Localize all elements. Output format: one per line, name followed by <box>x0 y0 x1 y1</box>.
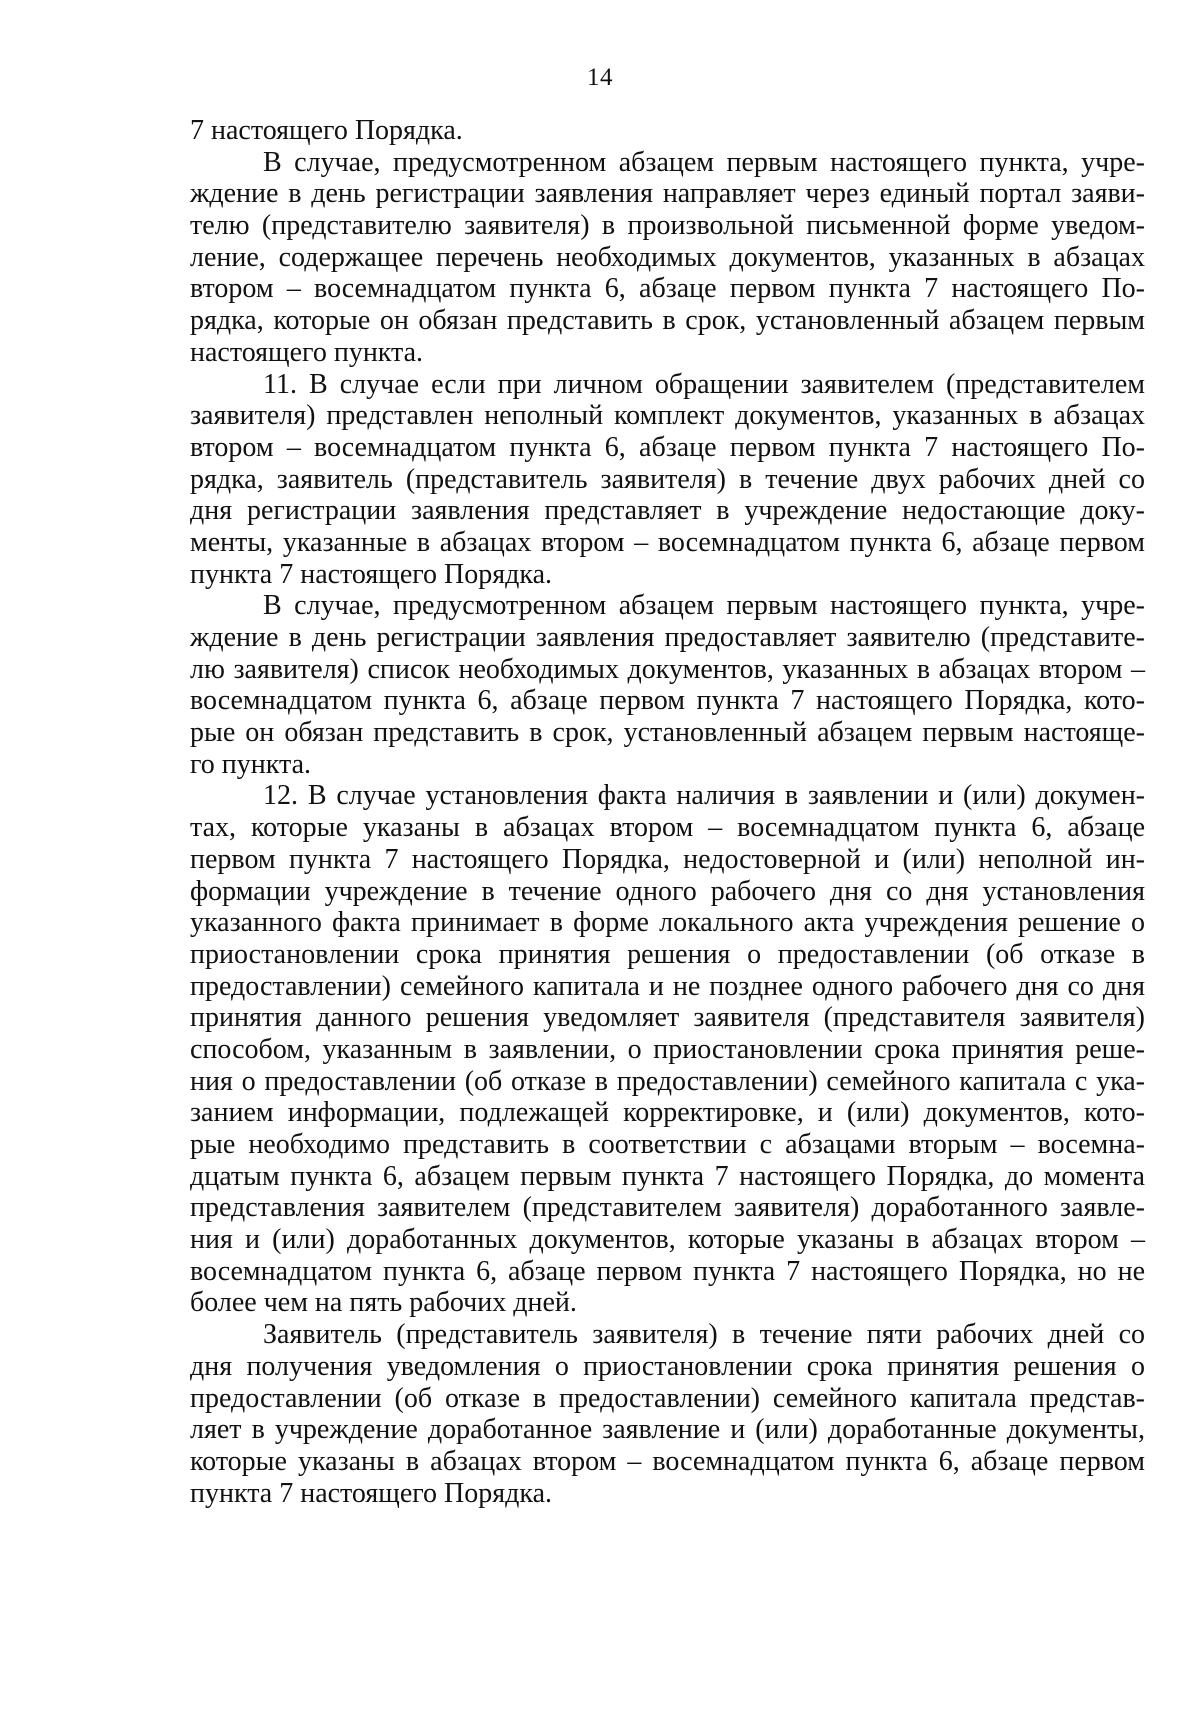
text-line: приостановлении срока принятия решения о предоставлении (об отказе в <box>190 938 1145 970</box>
text-line: ление, содержащее перечень необходимых документов, указанных в абзацах <box>190 241 1145 273</box>
document-body <box>190 115 1145 1509</box>
page-number: 14 <box>587 64 613 91</box>
text-line: В случае, предусмотренном абзацем первым настоящего пункта, учре- <box>263 146 1145 178</box>
text-line: пункта 7 настоящего Порядка. <box>190 558 552 590</box>
text-line: дня регистрации заявления представляет в учреждение недостающие доку- <box>190 495 1145 527</box>
text-line: рядка, заявитель (представитель заявителя) в течение двух рабочих дней со <box>190 463 1145 495</box>
text-line: тах, которые указаны в абзацах втором – восемнадцатом пункта 6, абзаце <box>190 812 1145 844</box>
text-line: способом, указанным в заявлении, о приостановлении срока принятия реше- <box>190 1033 1145 1065</box>
text-line: ждение в день регистрации заявления предоставляет заявителю (представите- <box>190 622 1145 653</box>
text-line: В случае, предусмотренном абзацем первым настоящего пункта, учре- <box>263 590 1145 622</box>
text-line: предоставлении (об отказе в предоставлении) семейного капитала представ- <box>190 1382 1145 1414</box>
text-line: менты, указанные в абзацах втором – восемнадцатом пункта 6, абзаце первом <box>190 526 1145 558</box>
text-line: занием информации, подлежащей корректировке, и (или) документов, кото- <box>190 1097 1145 1129</box>
text-line: указанного факта принимает в форме локального акта учреждения решение о <box>190 907 1145 939</box>
text-line: го пункта. <box>190 748 311 780</box>
text-line: которые указаны в абзацах втором – восемнадцатом пункта 6, абзаце первом <box>190 1445 1145 1477</box>
text-line: дня получения уведомления о приостановлении срока принятия решения о <box>190 1350 1145 1382</box>
text-line: ния и (или) доработанных документов, которые указаны в абзацах втором – <box>190 1224 1145 1256</box>
text-line: более чем на пять рабочих дней. <box>190 1287 577 1319</box>
text-line: ждение в день регистрации заявления направляет через единый портал заяви- <box>190 178 1145 210</box>
text-line: рые необходимо представить в соответствии с абзацами вторым – восемна- <box>190 1129 1145 1160</box>
text-line: восемнадцатом пункта 6, абзаце первом пункта 7 настоящего Порядка, кото- <box>190 685 1145 717</box>
text-line: лю заявителя) список необходимых документов, указанных в абзацах втором – <box>190 653 1145 685</box>
text-line: Заявитель (представитель заявителя) в течение пяти рабочих дней со <box>263 1319 1145 1351</box>
text-line: ляет в учреждение доработанное заявление и (или) доработанные документы, <box>190 1414 1145 1446</box>
text-line: принятия данного решения уведомляет заявителя (представителя заявителя) <box>190 1002 1145 1034</box>
text-line: предоставлении) семейного капитала и не позднее одного рабочего дня со дня <box>190 970 1145 1002</box>
text-line: первом пункта 7 настоящего Порядка, недостоверной и (или) неполной ин- <box>190 843 1145 875</box>
text-line: восемнадцатом пункта 6, абзаце первом пункта 7 настоящего Порядка, но не <box>190 1255 1145 1287</box>
text-line: рядка, которые он обязан представить в срок, установленный абзацем первым <box>190 305 1145 337</box>
text-line: ния о предоставлении (об отказе в предоставлении) семейного капитала с ука- <box>190 1065 1145 1097</box>
text-line: представления заявителем (представителем заявителя) доработанного заявле- <box>190 1192 1145 1224</box>
text-line: настоящего пункта. <box>190 336 424 368</box>
text-line: заявителя) представлен неполный комплект документов, указанных в абзацах <box>190 400 1145 432</box>
text-line: рые он обязан представить в срок, установленный абзацем первым настояще- <box>190 717 1145 749</box>
text-line: 11. В случае если при личном обращении заявителем (представителем <box>263 368 1145 400</box>
text-line: дцатым пункта 6, абзацем первым пункта 7 настоящего Порядка, до момента <box>190 1160 1145 1192</box>
text-line: телю (представителю заявителя) в произвольной письменной форме уведом- <box>190 210 1145 242</box>
text-line: втором – восемнадцатом пункта 6, абзаце первом пункта 7 настоящего По- <box>190 273 1145 305</box>
text-line: формации учреждение в течение одного рабочего дня со дня установления <box>190 875 1145 907</box>
text-line: 7 настоящего Порядка. <box>190 115 463 146</box>
text-line: 12. В случае установления факта наличия в заявлении и (или) докумен- <box>263 780 1145 812</box>
text-line: пункта 7 настоящего Порядка. <box>190 1477 552 1509</box>
text-line: втором – восемнадцатом пункта 6, абзаце первом пункта 7 настоящего По- <box>190 431 1145 463</box>
